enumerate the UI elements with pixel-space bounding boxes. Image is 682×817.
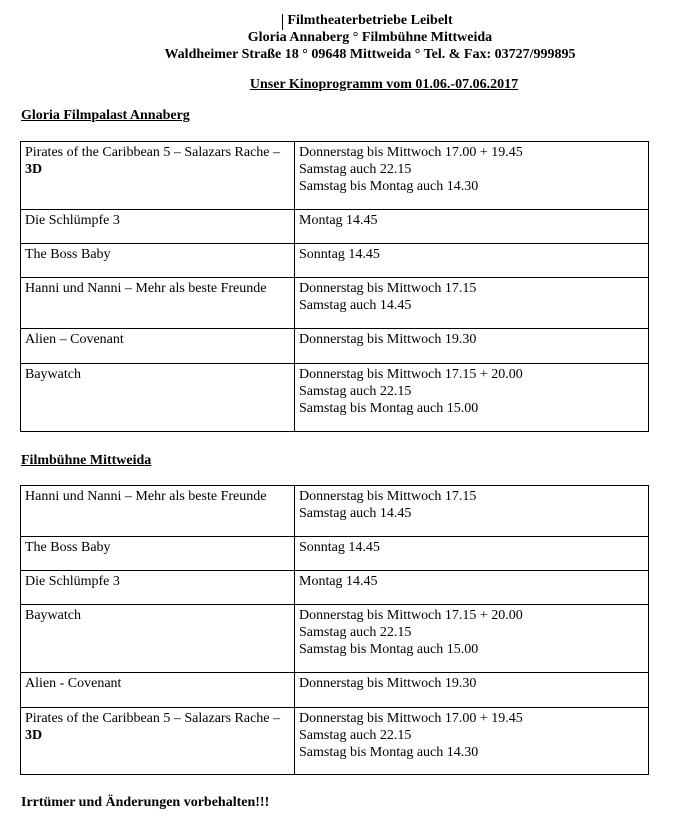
text-cursor — [282, 14, 283, 30]
table-row — [21, 486, 649, 537]
showtime-line: Montag 14.45 — [299, 574, 378, 589]
showtimes-cell — [295, 244, 649, 278]
film-title-cell — [21, 571, 295, 605]
film-title: Hanni und Nanni – Mehr als beste Freunde — [25, 281, 267, 296]
film-title: Die Schlümpfe 3 — [25, 213, 120, 228]
showtime-line: Donnerstag bis Mittwoch 17.00 + 19.45 — [299, 711, 523, 726]
showtimes-cell — [295, 210, 649, 244]
film-title: Die Schlümpfe 3 — [25, 574, 120, 589]
showtime-line: Sonntag 14.45 — [299, 247, 380, 262]
showtime-line: Montag 14.45 — [299, 213, 378, 228]
film-title-cell — [21, 673, 295, 708]
table-row — [21, 364, 649, 432]
showtimes-cell — [295, 605, 649, 673]
film-title-cell — [21, 486, 295, 537]
film-title-cell — [21, 329, 295, 364]
section-title-mittweida: Filmbühne Mittweida — [21, 453, 152, 468]
showtime-line: Samstag bis Montag auch 15.00 — [299, 401, 479, 416]
showtimes-cell — [295, 142, 649, 210]
table-row — [21, 244, 649, 278]
company-name: Filmtheaterbetriebe Leibelt — [287, 13, 453, 28]
film-title-cell — [21, 364, 295, 432]
showtime-line: Donnerstag bis Mittwoch 19.30 — [299, 676, 477, 691]
film-3d-label: 3D — [25, 728, 43, 743]
table-row — [21, 329, 649, 364]
table-row — [21, 605, 649, 673]
film-title-cell — [21, 142, 295, 210]
showtimes-cell — [295, 571, 649, 605]
program-title: Unser Kinoprogramm vom 01.06.-07.06.2017 — [249, 77, 519, 92]
showtime-line: Samstag bis Montag auch 14.30 — [299, 179, 479, 194]
showtime-line: Samstag auch 14.45 — [299, 298, 412, 313]
showtime-line: Samstag auch 22.15 — [299, 728, 412, 743]
cinema-names: Gloria Annaberg ° Filmbühne Mittweida — [247, 30, 493, 45]
film-title-cell — [21, 605, 295, 673]
showtimes-cell — [295, 364, 649, 432]
film-title-cell — [21, 244, 295, 278]
showtimes-cell — [295, 278, 649, 329]
showtime-line: Samstag auch 22.15 — [299, 625, 412, 640]
film-title-cell — [21, 210, 295, 244]
schedule-table-mittweida — [20, 485, 649, 775]
showtimes-cell — [295, 486, 649, 537]
address-contact: Waldheimer Straße 18 ° 09648 Mittweida ° Tel. & Fax: 03727/999895 — [164, 47, 576, 62]
film-title: Alien - Covenant — [25, 676, 122, 691]
showtime-line: Donnerstag bis Mittwoch 17.15 — [299, 281, 477, 296]
table-row — [21, 142, 649, 210]
film-title: Pirates of the Caribbean 5 – Salazars Rache – — [25, 711, 281, 726]
showtime-line: Donnerstag bis Mittwoch 17.15 + 20.00 — [299, 608, 523, 623]
showtimes-cell — [295, 329, 649, 364]
section-title-annaberg: Gloria Filmpalast Annaberg — [21, 108, 190, 123]
showtime-line: Samstag auch 22.15 — [299, 162, 412, 177]
film-title: Alien – Covenant — [25, 332, 124, 347]
showtime-line: Samstag auch 14.45 — [299, 506, 412, 521]
showtime-line: Donnerstag bis Mittwoch 17.00 + 19.45 — [299, 145, 523, 160]
film-title-cell — [21, 278, 295, 329]
schedule-table-annaberg — [20, 141, 649, 432]
table-row — [21, 537, 649, 571]
showtime-line: Donnerstag bis Mittwoch 17.15 + 20.00 — [299, 367, 523, 382]
table-row — [21, 278, 649, 329]
table-row — [21, 673, 649, 708]
showtimes-cell — [295, 673, 649, 708]
table-row — [21, 210, 649, 244]
showtime-line: Donnerstag bis Mittwoch 19.30 — [299, 332, 477, 347]
showtime-line: Samstag auch 22.15 — [299, 384, 412, 399]
film-title: Pirates of the Caribbean 5 – Salazars Rache – — [25, 145, 281, 160]
film-title: Baywatch — [25, 367, 81, 382]
film-3d-label: 3D — [25, 162, 43, 177]
disclaimer-note: Irrtümer und Änderungen vorbehalten!!! — [21, 795, 270, 810]
film-title: The Boss Baby — [25, 540, 111, 555]
film-title: Baywatch — [25, 608, 81, 623]
showtimes-cell — [295, 708, 649, 775]
film-title: The Boss Baby — [25, 247, 111, 262]
film-title: Hanni und Nanni – Mehr als beste Freunde — [25, 489, 267, 504]
showtime-line: Samstag bis Montag auch 14.30 — [299, 745, 479, 760]
table-row — [21, 708, 649, 775]
showtime-line: Sonntag 14.45 — [299, 540, 380, 555]
showtime-line: Samstag bis Montag auch 15.00 — [299, 642, 479, 657]
table-row — [21, 571, 649, 605]
film-title-cell — [21, 537, 295, 571]
showtime-line: Donnerstag bis Mittwoch 17.15 — [299, 489, 477, 504]
showtimes-cell — [295, 537, 649, 571]
film-title-cell — [21, 708, 295, 775]
